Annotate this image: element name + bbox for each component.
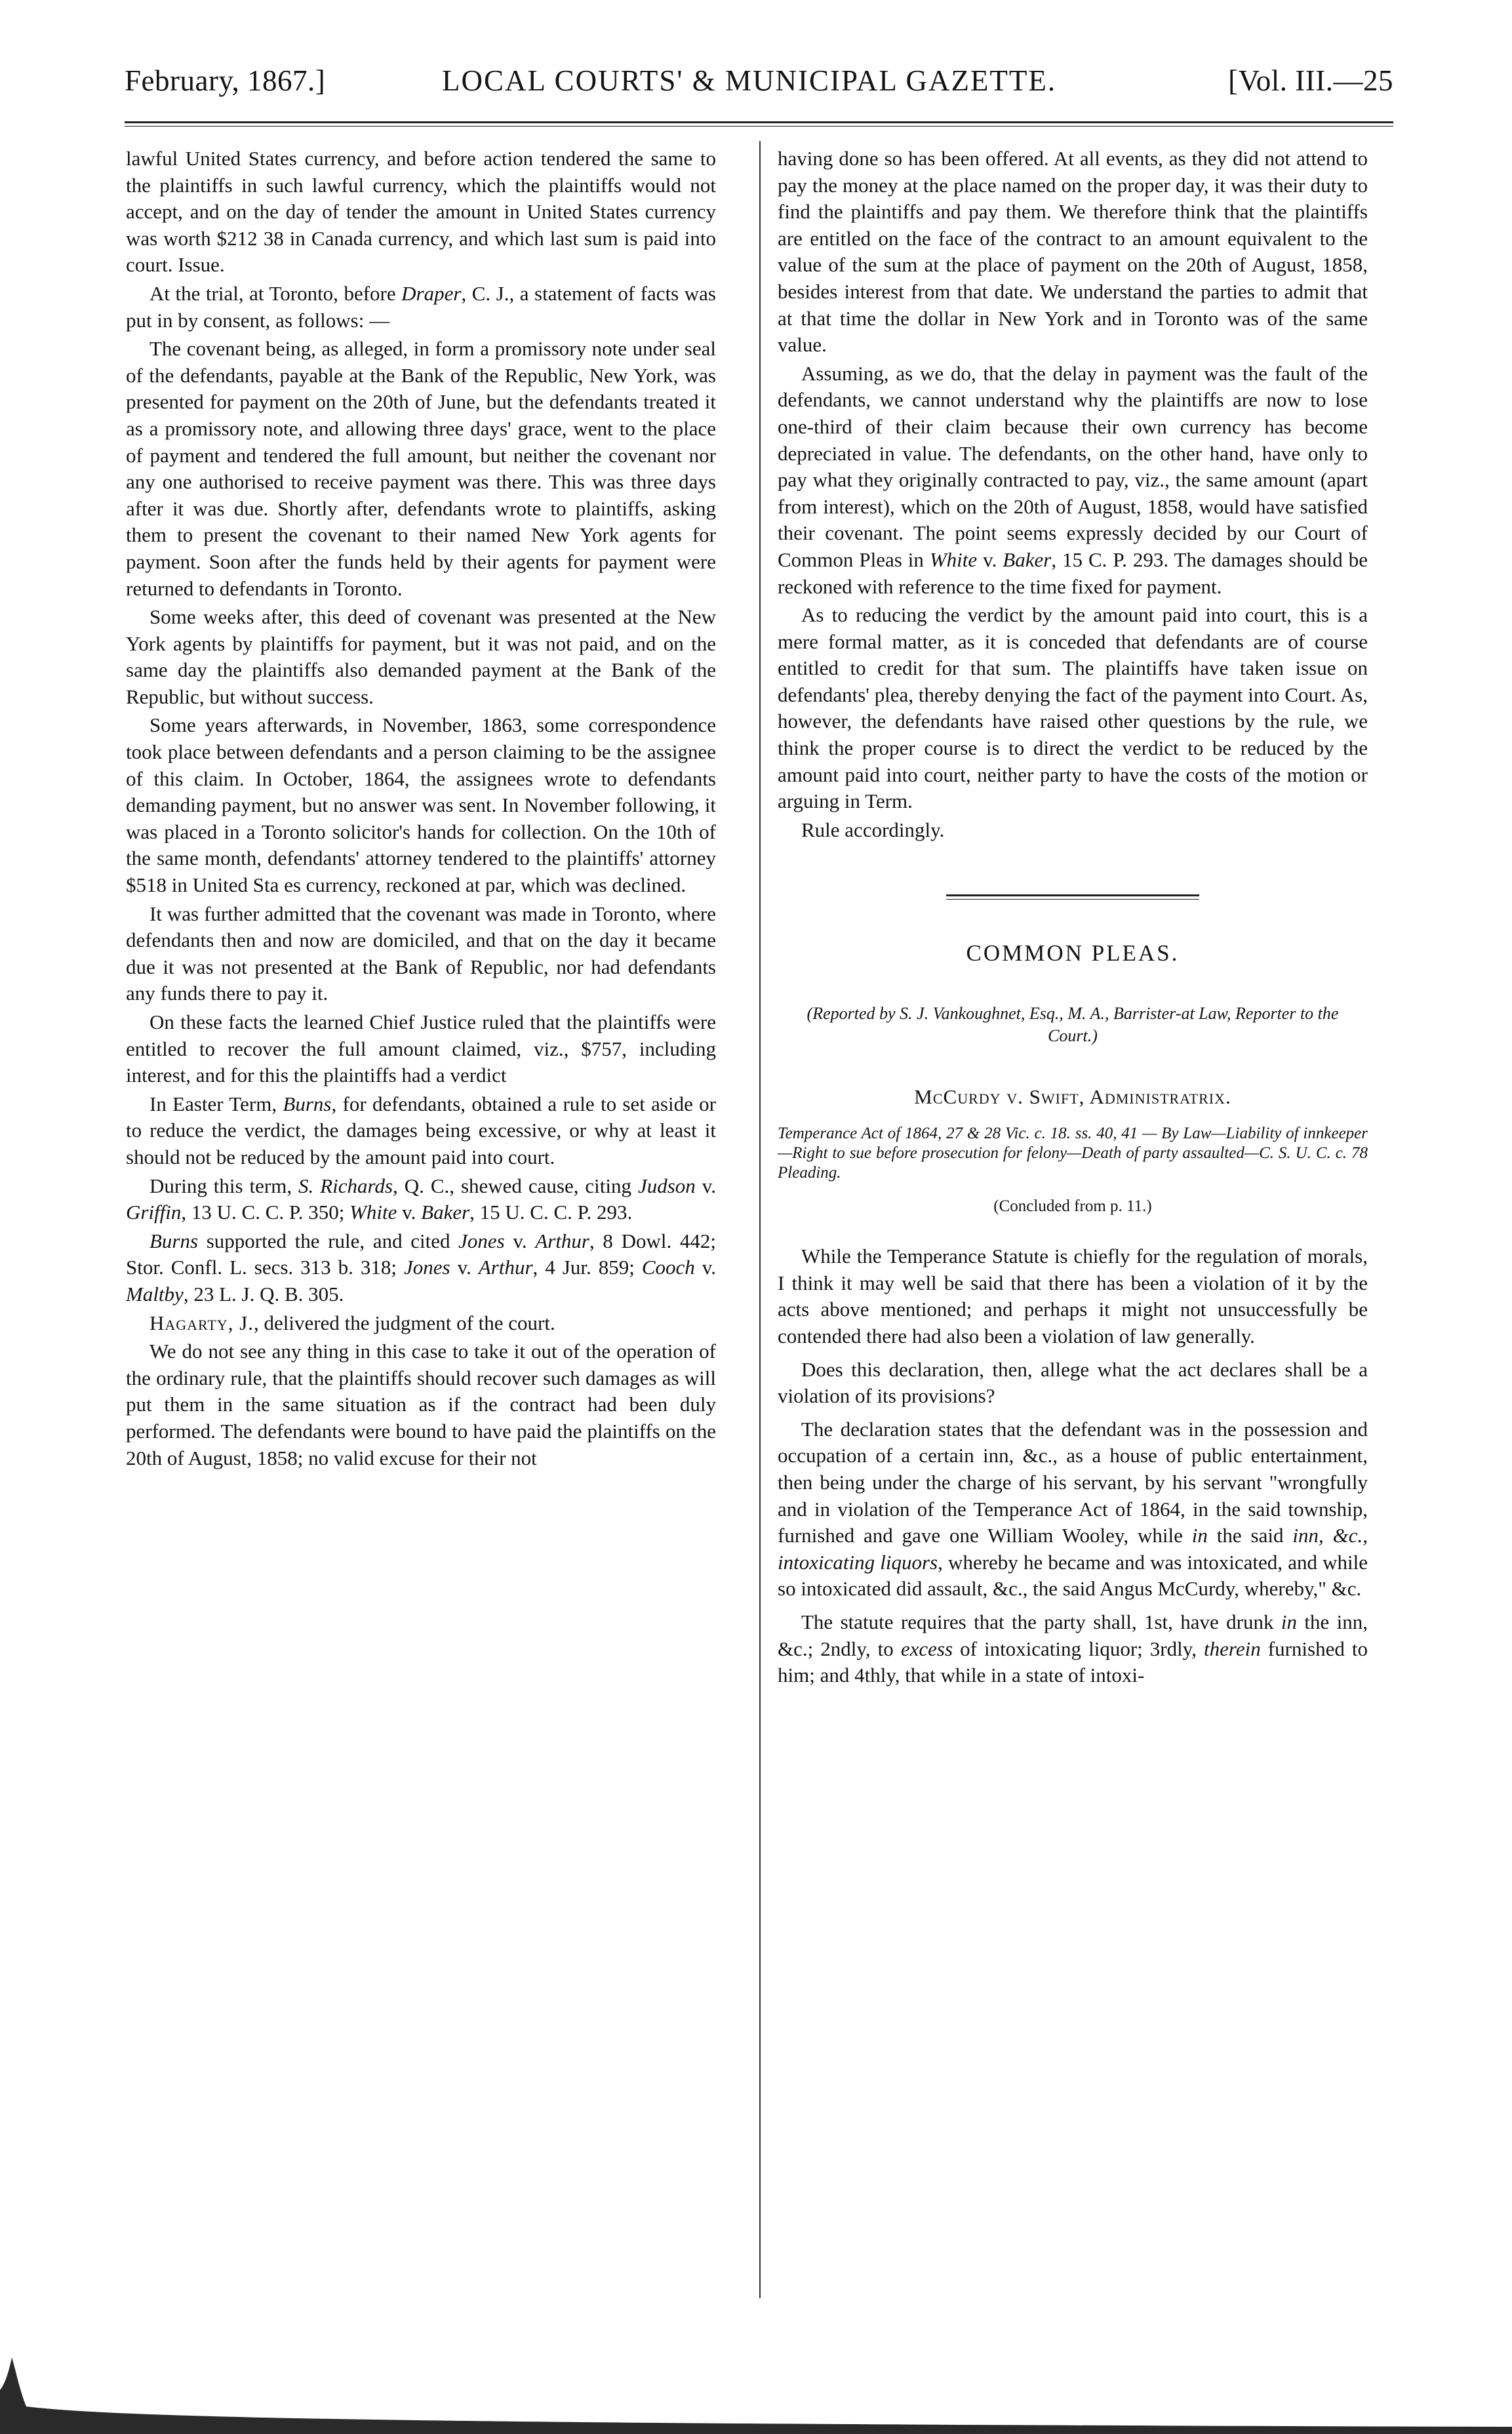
italic-name: Baker — [1003, 548, 1052, 571]
text-run: , for defendants, obtained a rule to set aside or to reduce the verdict, the damages being excessive, or why at least it should not be reduced by the amount paid into court. — [126, 1092, 716, 1168]
italic-name: Burns — [283, 1092, 332, 1115]
italic-name: Arthur — [535, 1229, 589, 1252]
header-publication-title: LOCAL COURTS' & MUNICIPAL GAZETTE. — [442, 64, 1057, 97]
paragraph — [778, 1416, 1368, 1603]
text-run: , C. J., a statement of facts was put in by consent, as follows: — — [126, 281, 716, 332]
scan-edge-shadow — [0, 2344, 1512, 2434]
italic-name: Jones — [404, 1256, 450, 1279]
paragraph: Does this declaration, then, allege what the act declares shall be a violation of its provisions? — [778, 1357, 1368, 1408]
reporter-note: (Reported by S. J. Vankoughnet, Esq., M. A., Barrister-at Law, Reporter to the Court.) — [806, 1004, 1339, 1046]
italic-name: Baker — [421, 1201, 470, 1224]
paragraph — [126, 281, 716, 334]
paragraph: Rule accordingly. — [801, 818, 945, 841]
column-divider — [759, 141, 761, 2298]
paragraph — [126, 1173, 716, 1226]
paragraph: As to reducing the verdict by the amount paid into court, this is a mere formal matter, as it is conceded that defendants are of course entitled to credit for that sum. The plaintiffs have taken issue on defendants' plea, thereby denying the fact of the payment into Court. As, however, the defendants have raised other questions by the rule, we think the proper course is to direct the verdict to be reduced by the amount paid into court, neither party to have the costs of the motion or arguing in Term. — [778, 603, 1368, 813]
text-run: v. — [504, 1229, 536, 1252]
section-title: COMMON PLEAS. — [966, 940, 1180, 967]
case-body — [778, 1243, 1368, 1689]
text-run: , 15 C. P. 293. The damages should be reckoned with reference to the time fixed for payment. — [778, 548, 1368, 598]
case-title: McCurdy v. Swift, Administratrix. — [914, 1085, 1231, 1109]
paragraph: We do not see any thing in this case to take it out of the operation of the ordinary rule, that the plaintiffs should recover such damages as will put them in the same situation as if the contract had been duly performed. The defendants were bound to have paid the plaintiffs on the 20th of August, 1858; no valid excuse for their not — [126, 1340, 716, 1469]
text-run: of intoxicating liquor; 3rdly, — [953, 1637, 1204, 1660]
paragraph — [126, 1228, 716, 1308]
text-run: At the trial, at Toronto, before — [149, 281, 402, 305]
paragraph: While the Temperance Statute is chiefly for the regulation of morals, I think it may well be said that there has been a violation of it by the acts above mentioned; and perhaps it might not unsuccessfully be contended there had also been a violation of law generally. — [778, 1245, 1368, 1347]
text-run: supported the rule, and cited — [198, 1229, 459, 1252]
italic-text: in — [1281, 1610, 1297, 1633]
paragraph: having done so has been offered. At all events, as they did not attend to pay the money at the place named on the proper day, it was their duty to find the plaintiffs and pay them. We therefore think that the plaintiffs are entitled on the face of the contract to an amount equivalent to the value of the sum at the place of payment on the 20th of August, 1858, besides interest from that date. We understand the parties to admit that at that time the dollar in New York and in Toronto was of the same value. — [778, 147, 1368, 357]
text-run: the said — [1207, 1524, 1293, 1547]
text-run: the inn, &c.; 2ndly, to — [778, 1610, 1368, 1660]
text-run: The declaration states that the defendant was in the possession and occupation of a certain inn, &c., as a house of public entertainment, then being under the charge of his servant, by his servant "wrongfully and in violation of the Temperance Act of 1864, in the said township, furnished and gave one William Wooley, while — [778, 1417, 1368, 1547]
text-run: v. — [977, 548, 1003, 571]
text-run: During this term, — [149, 1174, 299, 1197]
text-run: v. — [450, 1256, 479, 1279]
judge-name: Hagarty, J. — [149, 1311, 254, 1334]
text-run: , 8 Dowl. 442; Stor. Confl. L. secs. 313 b. 318; — [126, 1229, 716, 1279]
italic-text: therein — [1204, 1637, 1261, 1660]
italic-name: White — [929, 548, 978, 571]
running-header — [125, 58, 1393, 110]
paragraph: Some years afterwards, in November, 1863, some correspondence took place between defendants and a person claiming to be the assignee of this claim. In October, 1864, the assignees wrote to defendants demanding payment, but no answer was sent. In November following, it was placed in a Toronto solicitor's hands for collection. On the 10th of the same month, defendants' attorney tendered to the plaintiffs' attorney $518 in United Sta es currency, reckoned at par, which was declined. — [126, 713, 716, 897]
continued-note: (Concluded from p. 11.) — [993, 1197, 1152, 1215]
left-column — [126, 146, 716, 1473]
text-run: v. — [397, 1201, 422, 1224]
italic-name: Draper — [401, 281, 462, 305]
text-run: , delivered the judgment of the court. — [254, 1311, 555, 1334]
italic-name: Cooch — [641, 1256, 695, 1279]
paragraph: lawful United States currency, and before action tendered the same to the plaintiffs in such lawful currency, which the plaintiffs would not accept, and on the day of tender the amount in United States currency was worth $212 38 in Canada currency, and which last sum is paid into court. Issue. — [126, 147, 716, 277]
text-run: The statute requires that the party shall, 1st, have drunk — [801, 1610, 1281, 1633]
italic-text: excess — [900, 1637, 953, 1660]
header-date: February, 1867.] — [125, 64, 326, 97]
italic-name: Griffin — [126, 1201, 182, 1224]
right-column — [778, 146, 1368, 1696]
italic-name: Burns — [149, 1229, 199, 1252]
paragraph: Some weeks after, this deed of covenant was presented at the New York agents by plaintiffs for payment, but it was not paid, and on the same day the plaintiffs also demanded payment at the Bank of the Republic, but without success. — [126, 605, 716, 708]
text-run: In Easter Term, — [149, 1092, 283, 1115]
italic-text: inn, &c., intoxicating liquors — [778, 1524, 1368, 1574]
section-double-rule — [946, 894, 1199, 900]
italic-text: in — [1191, 1524, 1208, 1547]
headnote: Temperance Act of 1864, 27 & 28 Vic. c. 18. ss. 40, 41 — By Law—Liability of innkeeper—Right to sue before prosecution for felony—Death of party assaulted—C. S. U. C. c. 78 Pleading. — [778, 1124, 1368, 1182]
italic-name: Maltby — [126, 1282, 184, 1306]
italic-name: White — [349, 1201, 397, 1224]
text-run: , 15 U. C. C. P. 293. — [469, 1201, 633, 1224]
text-run: , Q. C., shewed cause, citing — [393, 1174, 638, 1197]
paragraph — [778, 1609, 1368, 1689]
paragraph: On these facts the learned Chief Justice ruled that the plaintiffs were entitled to recover the full amount claimed, viz., $757, including interest, and for this the plaintiffs had a verdict — [126, 1010, 716, 1087]
paragraph: The covenant being, as alleged, in form a promissory note under seal of the defendants, payable at the Bank of the Republic, New York, was presented for payment on the 20th of June, but the defendants treated it as a promissory note, and allowing three days' grace, went to the place of payment and tendered the full amount, but neither the covenant nor any one authorised to receive payment was there. This was three days after it was due. Shortly after, defendants wrote to plaintiffs, asking them to present the covenant to their named New York agents for payment. Soon after the funds held by their agents for payment were returned to defendants in Toronto. — [126, 337, 716, 600]
italic-name: Judson — [637, 1174, 696, 1197]
paragraph — [778, 361, 1368, 600]
paragraph — [126, 1091, 716, 1171]
text-run: v. — [695, 1174, 716, 1197]
italic-name: S. Richards — [298, 1174, 393, 1197]
italic-name: Jones — [458, 1229, 505, 1252]
text-run: v. — [694, 1256, 716, 1279]
text-run: Assuming, as we do, that the delay in payment was the fault of the defendants, we cannot understand why the plaintiffs are now to lose one-third of their claim because their own currency has become depreciated in value. The defendants, on the other hand, have only to pay what they originally contracted to pay, viz., the same amount (apart from interest), which on the 20th of August, 1858, would have satisfied their covenant. The point seems expressly decided by our Court of Common Pleas in — [778, 361, 1368, 571]
text-run: furnished to him; and 4thly, that while in a state of intoxi- — [778, 1637, 1368, 1687]
text-run: , 23 L. J. Q. B. 305. — [183, 1282, 344, 1306]
header-double-rule — [125, 121, 1393, 127]
italic-name: Arthur — [478, 1256, 533, 1279]
header-volume-page: [Vol. III.—25 — [1228, 64, 1393, 97]
paragraph: It was further admitted that the covenant was made in Toronto, where defendants then and now are domiciled, and that on the day it became due it was not presented at the Bank of Republic, nor had defendants any funds there to pay it. — [126, 902, 716, 1005]
paragraph — [126, 1310, 716, 1337]
text-run: , whereby he became and was intoxicated, and while so intoxicated did assault, &c., the said Angus McCurdy, whereby," &c. — [778, 1550, 1368, 1601]
text-run: , 4 Jur. 859; — [532, 1256, 642, 1279]
text-run: , 13 U. C. C. P. 350; — [181, 1201, 350, 1224]
